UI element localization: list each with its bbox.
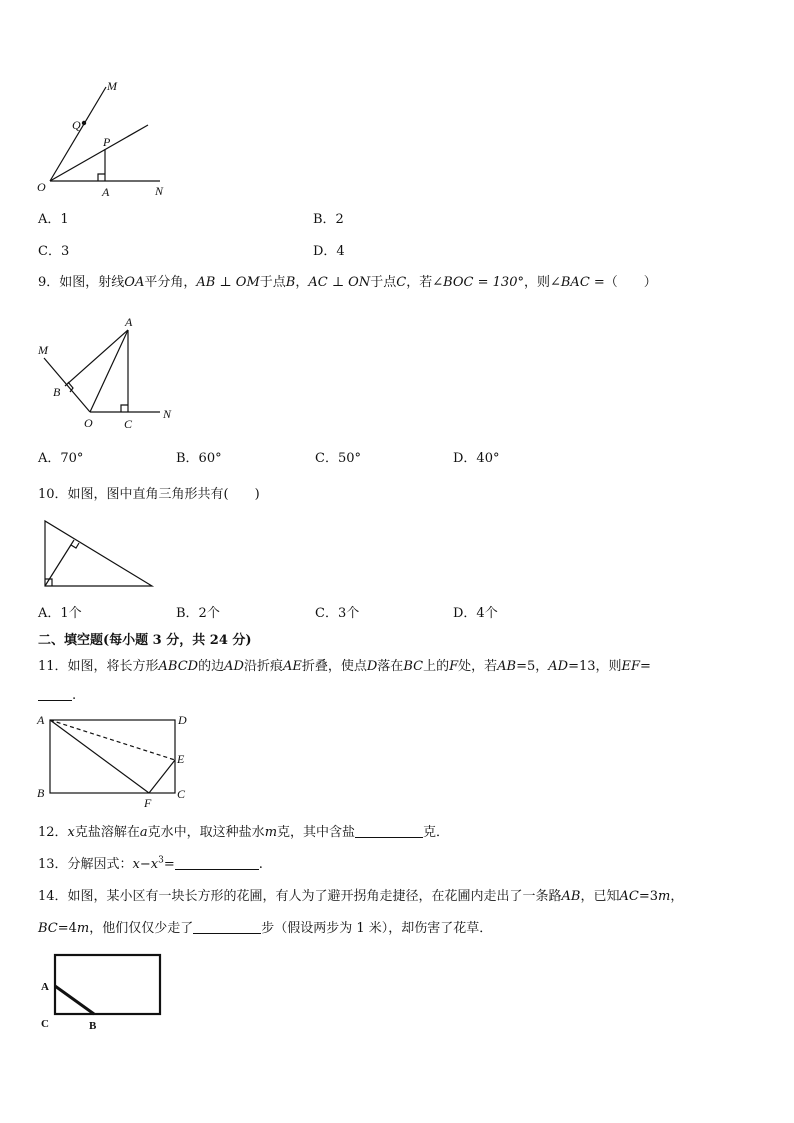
q11-label-d: D [178,713,187,727]
q13-answer-blank[interactable] [175,857,259,870]
q9-label-m: M [38,343,48,357]
q11-answer: . [38,688,76,703]
q8-option-c[interactable]: C．3 [38,244,70,259]
q9-label-c: C [124,417,133,431]
q14-answer-blank[interactable] [193,921,261,934]
q10-figure [40,518,160,593]
q11-label-a: A [37,713,45,727]
q8-label-n: N [155,184,164,198]
q8-label-a: A [102,185,110,199]
q12-answer-blank[interactable] [355,825,423,838]
q14-text-line1: 14．如图，某小区有一块长方形的花圃，有人为了避开拐角走捷径，在花圃内走出了一条路AB，已知AC=3m， [38,889,684,904]
q12-text: 12．x克盐溶解在a克水中，取这种盐水m克，其中含盐 克． [38,825,450,840]
q9-figure [30,310,185,435]
q11-text: 11．如图，将长方形ABCD的边AD沿折痕AE折叠，使点D落在BC上的F处，若AB=5，AD=13，则EF= [38,659,651,674]
q8-label-o: O [37,180,46,194]
q8-label-m: M [107,79,117,93]
q9-option-c[interactable]: C．50° [315,451,361,466]
q11-answer-blank[interactable] [38,688,72,701]
q10-option-a[interactable]: A．1个 [38,606,82,621]
q8-label-p: P [103,135,111,149]
q10-option-d[interactable]: D．4个 [453,606,498,621]
q10-option-b[interactable]: B．2个 [176,606,220,621]
q14-label-c: C [41,1018,49,1030]
q8-point-q [82,121,86,125]
q14-label-a: A [41,981,49,993]
q11-figure [33,710,198,810]
q10-text: 10．如图，图中直角三角形共有( ) [38,487,260,502]
q14-figure [35,950,170,1035]
q9-label-a: A [125,315,133,329]
q8-figure [30,75,180,200]
section-title-fill-in: 二、填空题(每小题 3 分，共 24 分) [38,633,252,648]
q11-label-b: B [37,786,45,800]
q11-label-f: F [144,796,152,810]
q14-label-b: B [89,1020,97,1032]
q9-text: 9．如图，射线OA平分角，AB ⊥ OM于点B，AC ⊥ ON于点C，若∠BOC = 130°，则∠BAC =（ ） [38,275,657,290]
q9-label-o: O [84,416,93,430]
q10-option-c[interactable]: C．3个 [315,606,360,621]
q13-text: 13．分解因式：$x-x^3=$ . [38,855,263,872]
q9-label-b: B [53,385,61,399]
q11-label-c: C [177,787,186,801]
q8-option-b[interactable]: B．2 [313,212,344,227]
q9-label-n: N [163,407,172,421]
q14-text-line2: BC=4m，他们仅仅少走了 步（假设两步为 1 米），却伤害了花草． [38,921,493,936]
q9-option-a[interactable]: A．70° [38,451,84,466]
q8-option-d[interactable]: D．4 [313,244,345,259]
q9-option-b[interactable]: B．60° [176,451,222,466]
q8-option-a[interactable]: A．1 [38,212,69,227]
q9-option-d[interactable]: D．40° [453,451,500,466]
q11-label-e: E [177,752,185,766]
q8-label-q: Q [72,118,81,132]
